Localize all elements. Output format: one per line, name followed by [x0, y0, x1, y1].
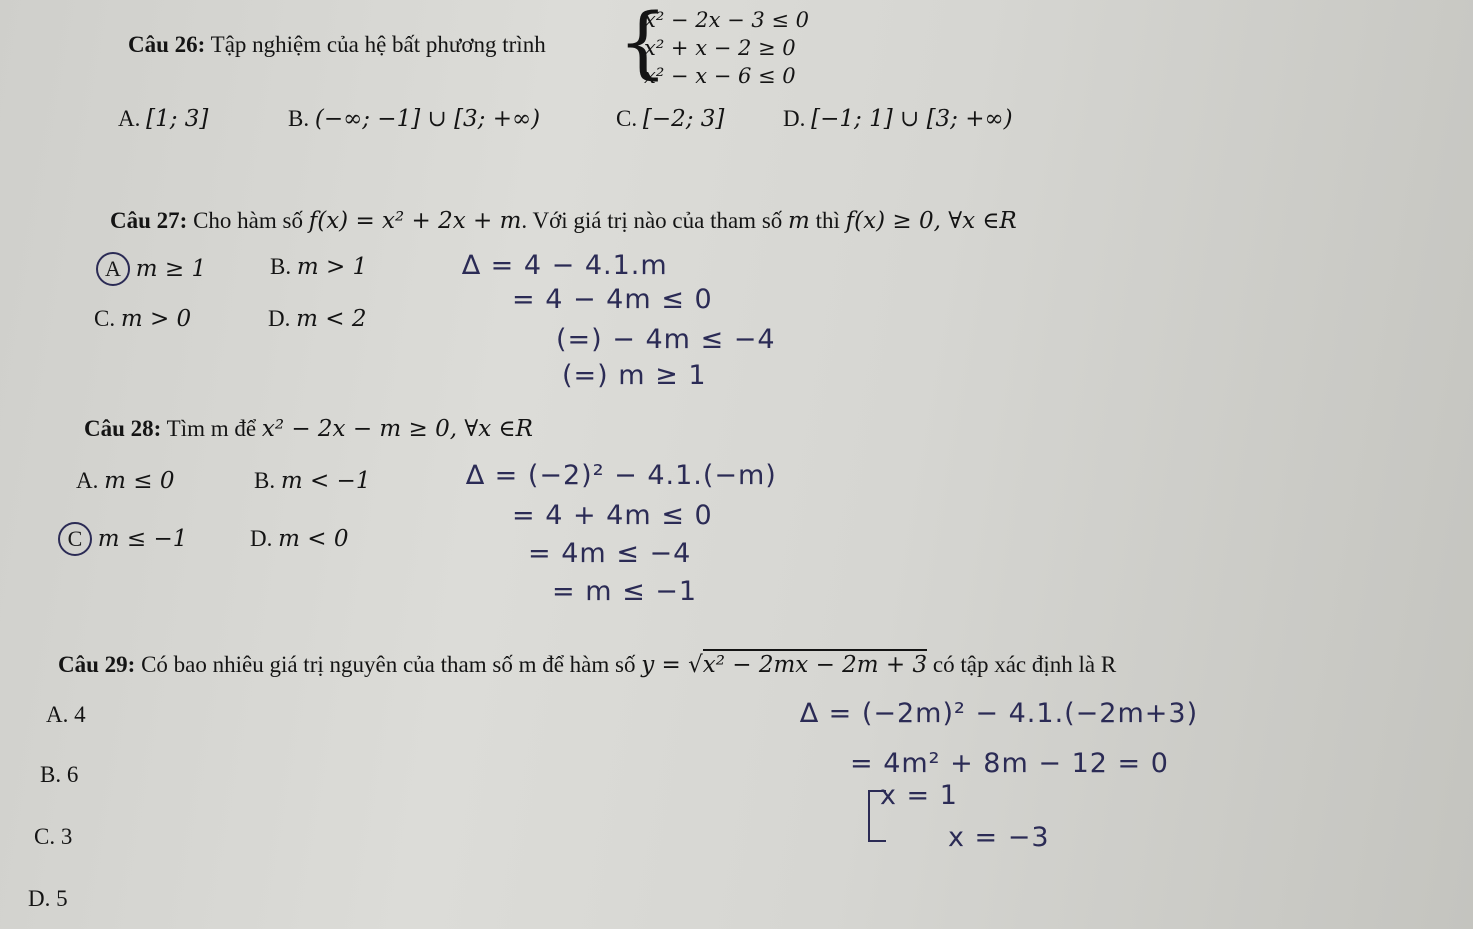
q26-option-b-value: (−∞; −1] ∪ [3; +∞)	[314, 106, 541, 132]
q27-handwriting-line-4: (=) m ≥ 1	[562, 360, 707, 391]
q28-option-d-letter: D.	[250, 526, 273, 551]
q28-handwriting-line-4: = m ≤ −1	[552, 576, 698, 607]
q29-option-c-value: 3	[60, 824, 73, 849]
q29-option-b-value: 6	[66, 762, 79, 787]
q29-option-b-letter: B.	[40, 762, 62, 787]
q27-option-a[interactable]	[96, 252, 206, 286]
q27-handwriting-line-3: (=) − 4m ≤ −4	[556, 324, 776, 355]
q29-option-a-value: 4	[74, 702, 86, 727]
q26-system-line-3: x² − x − 6 ≤ 0	[644, 64, 796, 88]
q26-option-a-value: [1; 3]	[146, 106, 209, 132]
q26-option-a[interactable]	[118, 106, 208, 132]
q27-option-b-value: m > 1	[296, 254, 368, 280]
q27-option-b-letter: B.	[270, 254, 292, 279]
q28-option-d-value: m < 0	[278, 526, 349, 552]
q27-option-c-letter: C.	[94, 306, 116, 331]
q26-option-d-letter: D.	[783, 106, 806, 131]
q26-text: Tập nghiệm của hệ bất phương trình	[210, 32, 546, 57]
q29-option-d[interactable]	[28, 886, 68, 912]
q26-option-b[interactable]	[288, 106, 540, 132]
q26-system-line-1: x² − 2x − 3 ≤ 0	[644, 8, 810, 32]
q28-option-c-circled-letter: C	[58, 522, 92, 556]
q26-stem	[128, 32, 546, 58]
q29-option-d-value: 5	[56, 886, 68, 911]
q29-formula-radicand: x² − 2mx − 2m + 3	[703, 649, 927, 678]
q26-option-a-letter: A.	[118, 106, 141, 131]
q26-system-line-2: x² + x − 2 ≥ 0	[644, 36, 796, 60]
q29-option-a[interactable]	[46, 702, 86, 728]
q27-handwriting-line-1: ∆ = 4 − 4.1.m	[462, 250, 668, 281]
q28-formula: x² − 2x − m ≥ 0, ∀x ∈R	[261, 416, 533, 442]
q27-condition: f(x) ≥ 0, ∀x ∈R	[845, 208, 1017, 234]
q29-option-a-letter: A.	[46, 702, 69, 727]
q26-system-brace: {	[618, 0, 668, 88]
q28-option-a-value: m ≤ 0	[104, 468, 175, 494]
q27-stem	[110, 208, 1017, 234]
q29-text-after: có tập xác định là R	[932, 652, 1117, 677]
q27-option-a-value: m ≥ 1	[135, 256, 207, 282]
q28-handwriting-line-1: ∆ = (−2)² − 4.1.(−m)	[466, 460, 777, 491]
q28-option-b-value: m < −1	[280, 468, 371, 494]
q28-text: Tìm m để	[166, 416, 257, 441]
q28-option-b[interactable]	[254, 468, 370, 494]
q28-handwriting-line-2: = 4 + 4m ≤ 0	[512, 500, 713, 531]
q28-option-d[interactable]	[250, 526, 348, 552]
q26-option-b-letter: B.	[288, 106, 310, 131]
q29-option-d-letter: D.	[28, 886, 51, 911]
q28-option-c[interactable]	[58, 522, 187, 556]
q27-label: Câu 27:	[110, 208, 188, 233]
q28-handwriting-line-3: = 4m ≤ −4	[528, 538, 692, 569]
q27-text-end: thì	[815, 208, 840, 233]
q27-option-d[interactable]	[268, 306, 366, 332]
q26-option-c-letter: C.	[616, 106, 638, 131]
q29-option-b[interactable]	[40, 762, 78, 788]
q29-text: Có bao nhiêu giá trị nguyên của tham số m để hàm số	[141, 652, 636, 677]
q26-option-d[interactable]	[783, 106, 1013, 132]
q28-option-b-letter: B.	[254, 468, 276, 493]
q29-formula-prefix: y = √	[641, 652, 703, 678]
q29-handwriting-line-4: x = −3	[948, 822, 1050, 853]
q29-label: Câu 29:	[58, 652, 136, 677]
q28-option-a-letter: A.	[76, 468, 99, 493]
q26-option-c-value: [−2; 3]	[642, 106, 725, 132]
q27-handwriting-line-2: = 4 − 4m ≤ 0	[512, 284, 713, 315]
q29-handwriting-bracket	[868, 790, 886, 842]
q27-text-after: . Với giá trị nào của tham số	[521, 208, 783, 233]
q27-option-d-letter: D.	[268, 306, 291, 331]
q27-text-before: Cho hàm số	[193, 208, 303, 233]
q26-system	[644, 6, 809, 90]
q28-option-a[interactable]	[76, 468, 174, 494]
q29-option-c[interactable]	[34, 824, 72, 850]
q29-handwriting-line-3: x = 1	[880, 780, 958, 811]
q27-var: m	[788, 208, 810, 234]
q28-stem	[84, 416, 533, 442]
q26-label: Câu 26:	[128, 32, 206, 57]
q27-option-b[interactable]	[270, 254, 367, 280]
q27-option-c[interactable]	[94, 306, 191, 332]
q29-stem	[58, 652, 1116, 678]
q27-option-a-circled-letter: A	[96, 252, 130, 286]
q29-handwriting-line-1: ∆ = (−2m)² − 4.1.(−2m+3)	[800, 698, 1199, 729]
q29-handwriting-line-2: = 4m² + 8m − 12 = 0	[850, 748, 1169, 779]
q27-option-c-value: m > 0	[120, 306, 192, 332]
q26-option-d-value: [−1; 1] ∪ [3; +∞)	[811, 106, 1013, 132]
q27-option-d-value: m < 2	[296, 306, 367, 332]
q29-option-c-letter: C.	[34, 824, 56, 849]
q26-option-c[interactable]	[616, 106, 724, 132]
q28-option-c-value: m ≤ −1	[97, 526, 188, 552]
q27-formula: f(x) = x² + 2x + m	[308, 208, 522, 234]
q28-label: Câu 28:	[84, 416, 162, 441]
